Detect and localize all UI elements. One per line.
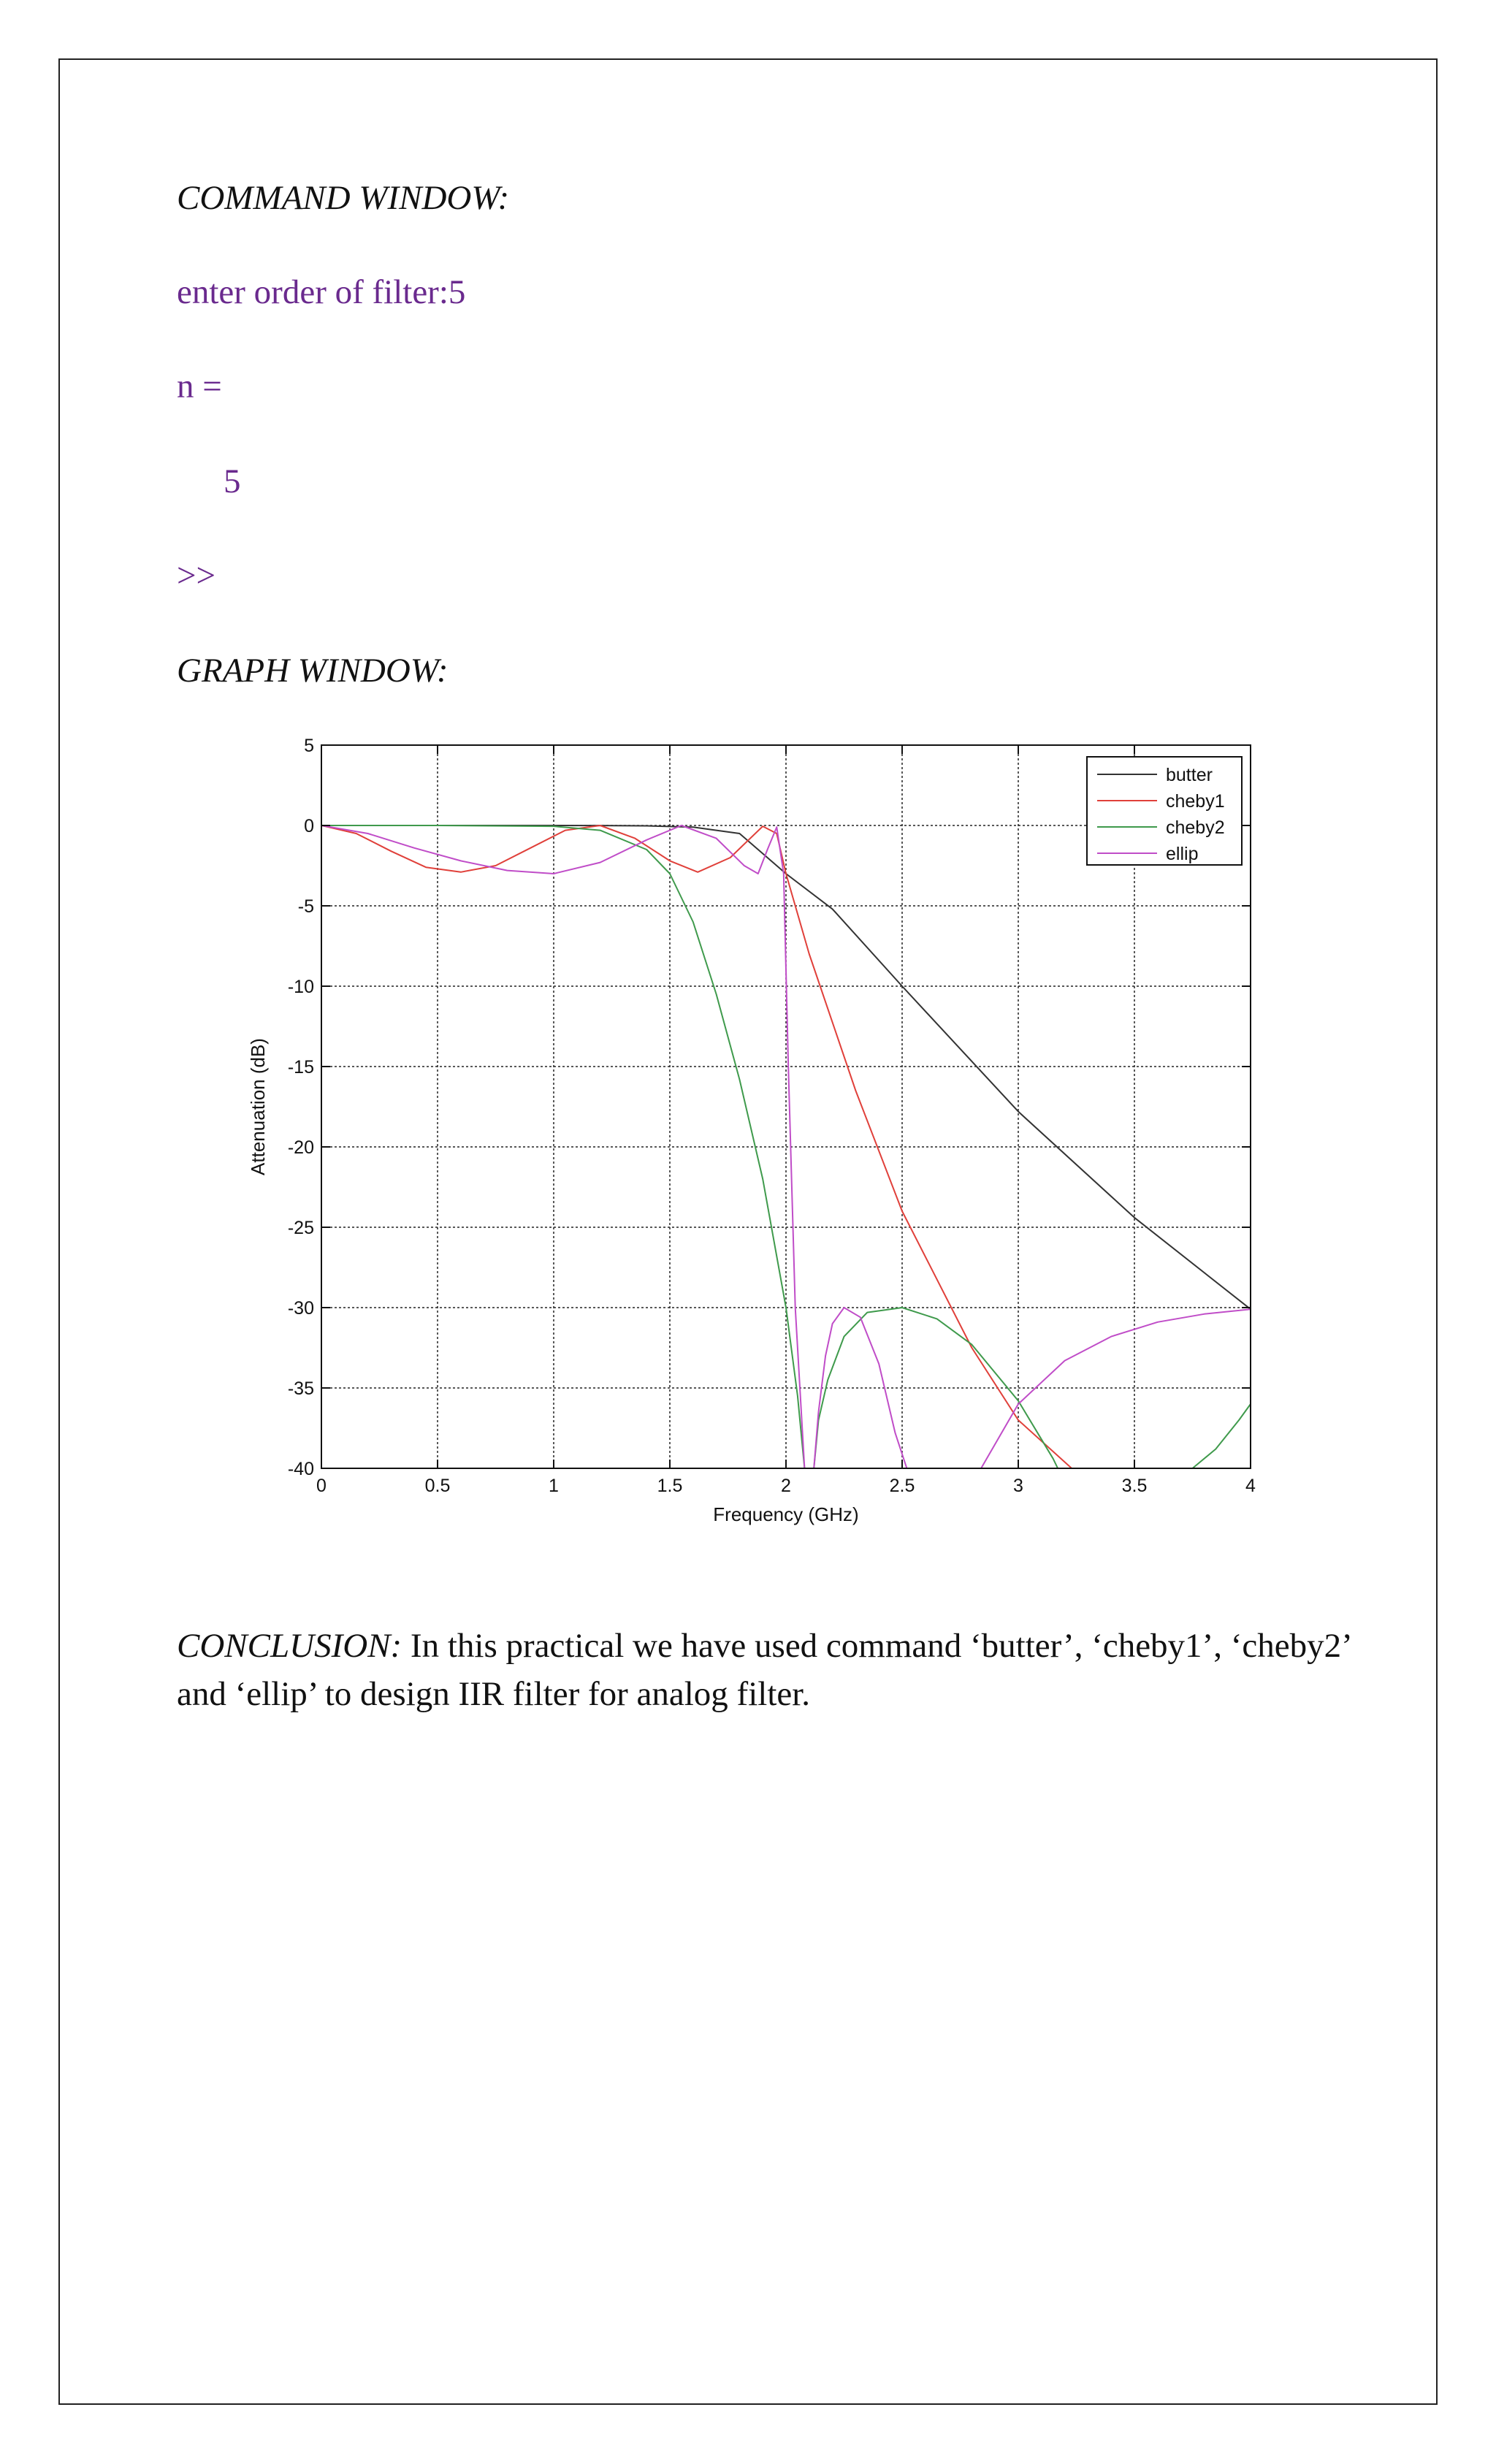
attenuation-chart <box>241 723 1278 1549</box>
x-tick-label: 0.5 <box>424 1476 451 1496</box>
command-output-variable: n = <box>177 367 222 405</box>
y-tick-label: -20 <box>287 1137 314 1158</box>
x-tick-label: 4 <box>1245 1476 1256 1496</box>
y-tick-label: 5 <box>304 736 314 756</box>
conclusion-label: CONCLUSION: <box>177 1627 402 1665</box>
legend-label-ellip: ellip <box>1166 844 1199 864</box>
y-tick-label: 0 <box>304 816 314 836</box>
x-axis-label: Frequency (GHz) <box>713 1503 859 1525</box>
conclusion-paragraph <box>177 1622 1375 1718</box>
x-tick-label: 3 <box>1013 1476 1023 1496</box>
x-tick-label: 1 <box>549 1476 559 1496</box>
legend-label-cheby1: cheby1 <box>1166 791 1225 812</box>
x-tick-label: 1.5 <box>657 1476 683 1496</box>
x-tick-label: 3.5 <box>1121 1476 1148 1496</box>
conclusion-text: In this practical we have used command ‘butter’, ‘cheby1’, ‘cheby2’ and ‘ellip’ to design IIR filter for analog filter. <box>177 1627 1351 1713</box>
command-window-heading: COMMAND WINDOW: <box>177 179 510 217</box>
x-tick-label: 0 <box>316 1476 327 1496</box>
y-tick-label: -30 <box>287 1298 314 1319</box>
legend-label-cheby2: cheby2 <box>1166 817 1225 838</box>
y-tick-label: -15 <box>287 1057 314 1077</box>
y-tick-label: -35 <box>287 1378 314 1399</box>
y-axis-label: Attenuation (dB) <box>247 1038 269 1175</box>
x-tick-label: 2 <box>781 1476 791 1496</box>
command-prompt-symbol: >> <box>177 557 216 595</box>
command-prompt-line: enter order of filter:5 <box>177 273 466 311</box>
y-tick-label: -5 <box>297 896 314 917</box>
y-tick-label: -10 <box>287 977 314 997</box>
y-tick-label: -40 <box>287 1459 314 1479</box>
y-tick-label: -25 <box>287 1218 314 1238</box>
legend-label-butter: butter <box>1166 765 1213 785</box>
graph-window-heading: GRAPH WINDOW: <box>177 652 449 690</box>
x-tick-label: 2.5 <box>889 1476 915 1496</box>
command-output-value: 5 <box>224 462 241 500</box>
